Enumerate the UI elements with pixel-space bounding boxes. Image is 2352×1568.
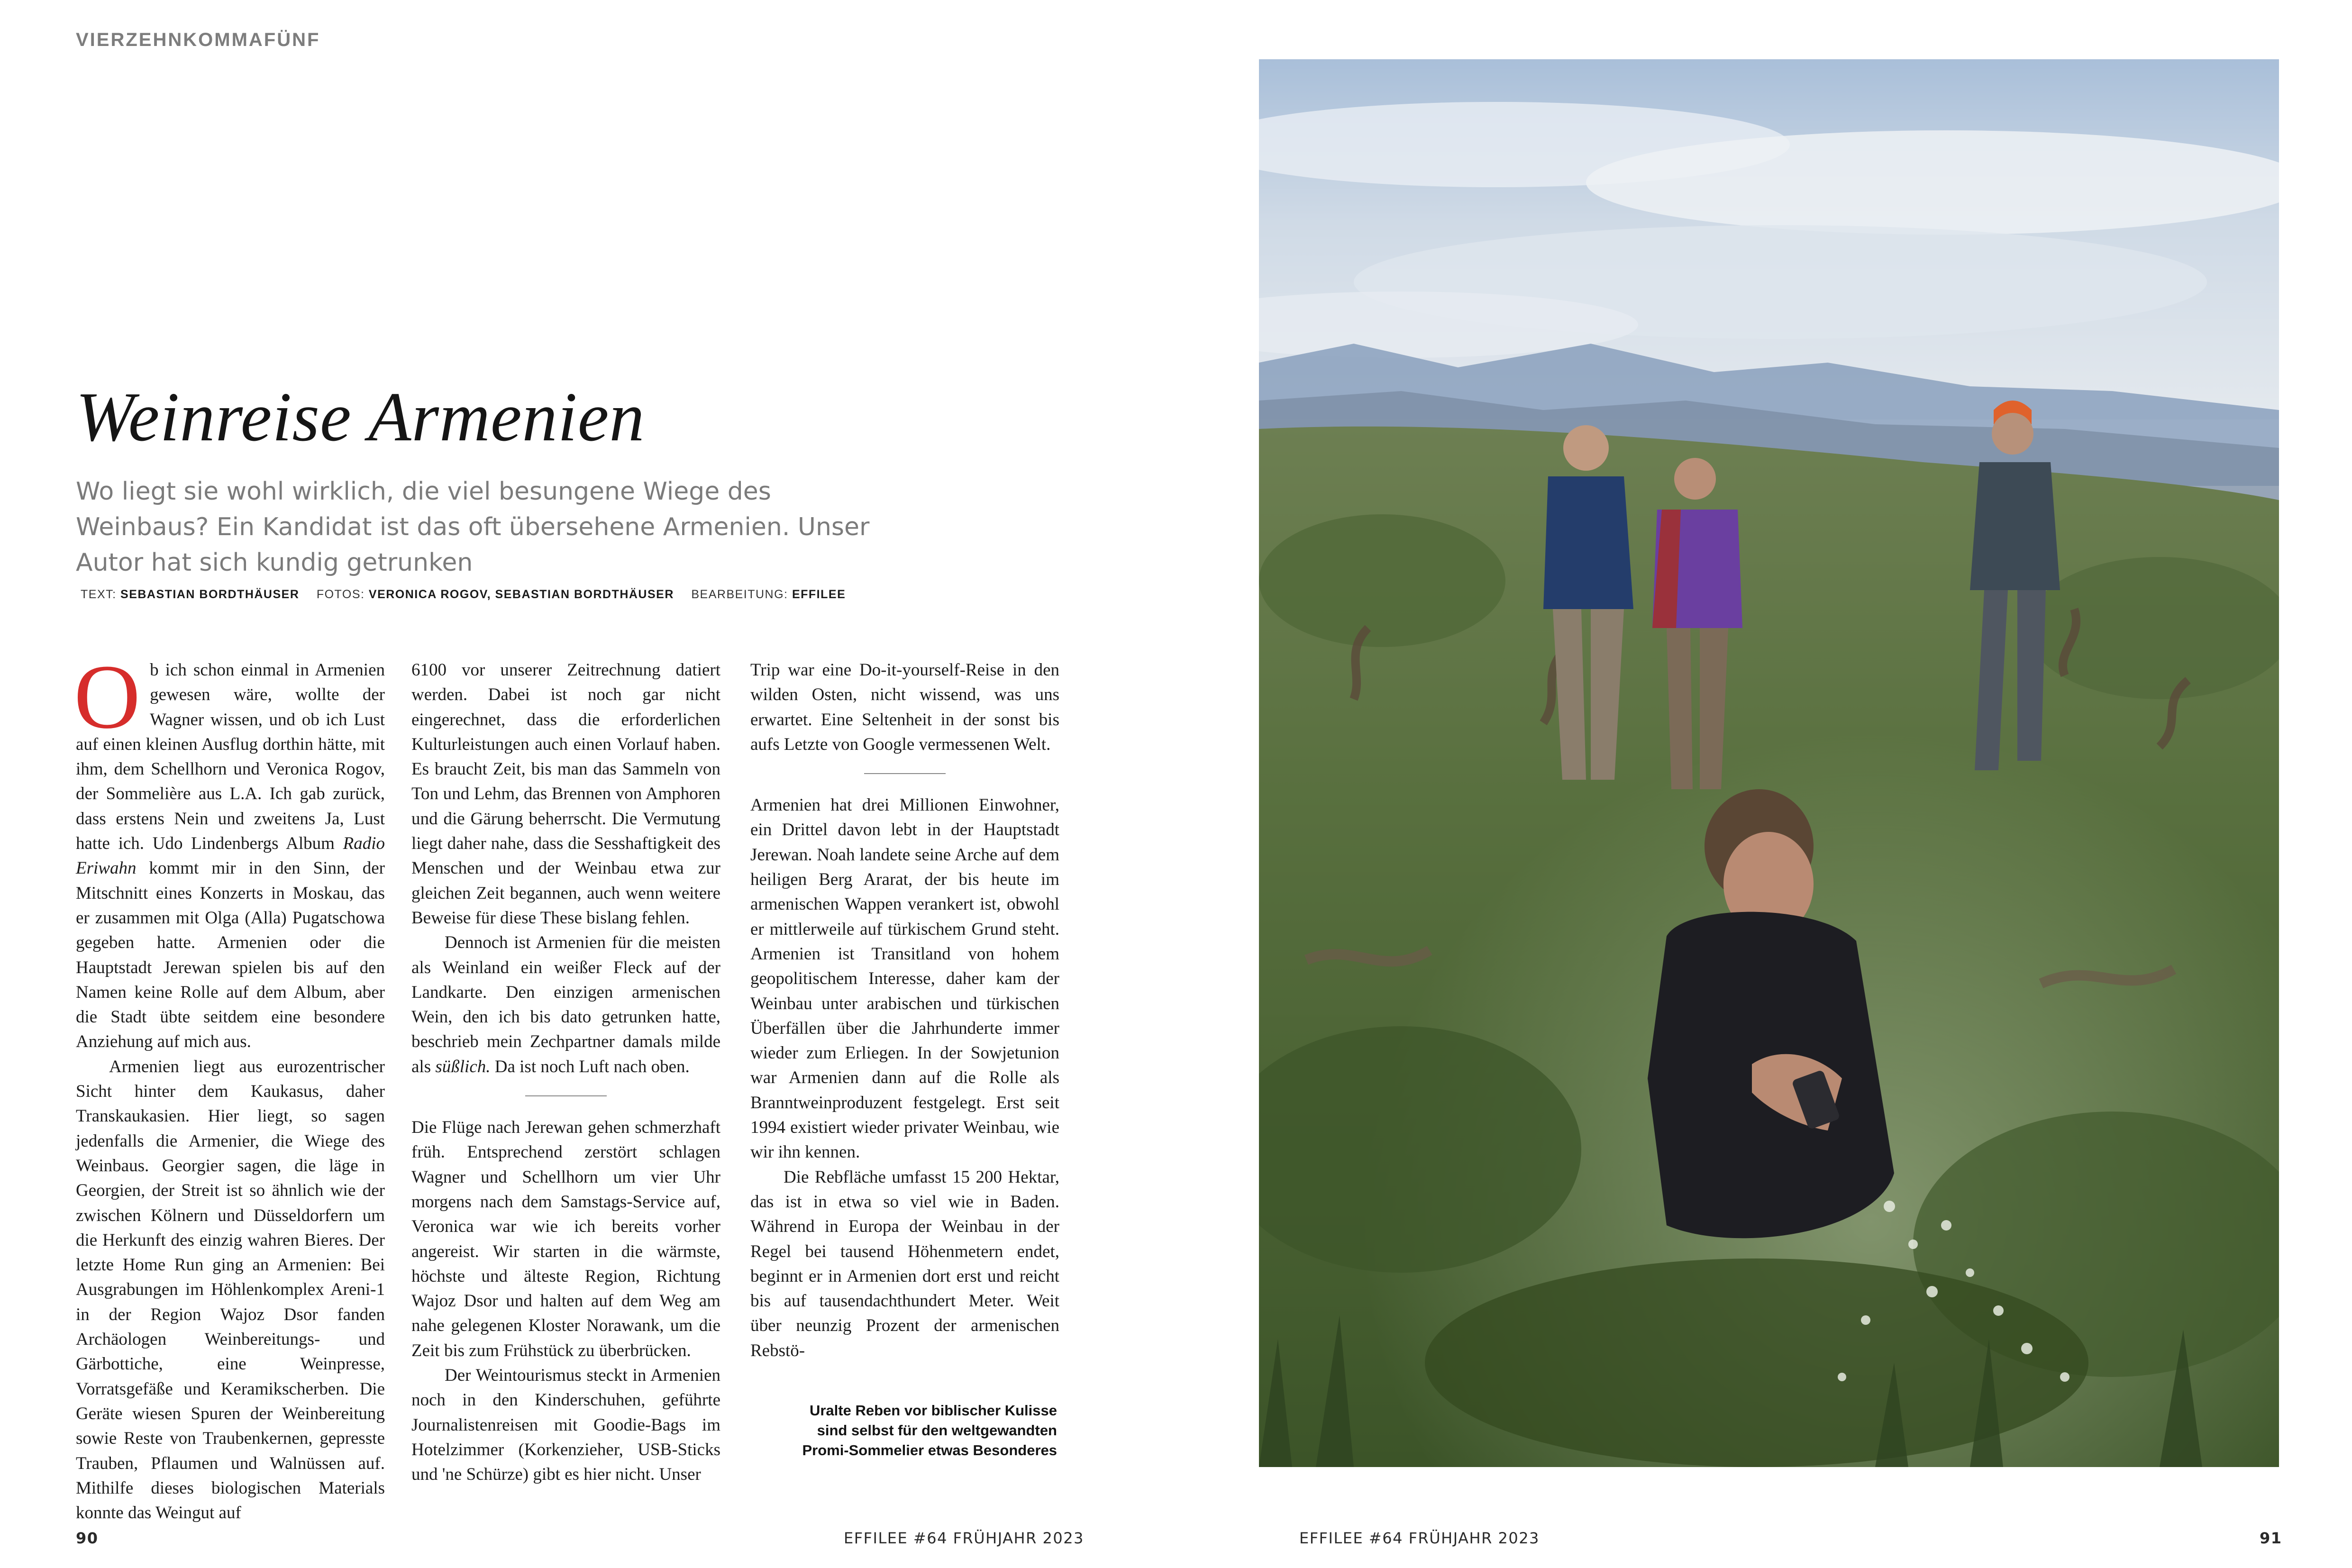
credit-text-label: TEXT: — [81, 588, 117, 601]
page-number-left: 90 — [76, 1529, 99, 1547]
drop-cap: O — [74, 646, 141, 748]
issue-info-left: EFFILEE #64 FRÜHJAHR 2023 — [844, 1529, 1084, 1547]
credit-edit-name: EFFILEE — [792, 588, 846, 601]
text-column-3 — [750, 658, 1059, 1363]
section-divider — [525, 1095, 607, 1096]
issue-info-right: EFFILEE #64 FRÜHJAHR 2023 — [1299, 1529, 1540, 1547]
credit-photo-name: VERONICA ROGOV, SEBASTIAN BORDTHÄUSER — [368, 588, 674, 601]
paragraph: Der Weintourismus steckt in Armenien noch in den Kinderschuhen, geführte Journalistenreisen mit Goodie-Bags im Hotelzimmer (Korkenzieher, USB-Sticks und 'ne Schürze) gibt es hier nicht. Unser — [411, 1366, 720, 1485]
page-number-right: 91 — [2260, 1529, 2282, 1547]
text-column-2 — [411, 658, 720, 1487]
section-label: VIERZEHNKOMMAFÜNF — [76, 29, 320, 50]
paragraph: Die Flüge nach Jerewan gehen schmerzhaft früh. Entsprechend zerstört schlagen Wagner und Schellhorn um vier Uhr morgens nach dem Samstags-Service auf, Veronica war wie ich bereits vorher angereist. Wir starten in die wärmste, höchste und älteste Region, Richtung Wajoz Dsor und halten auf dem Weg am nahe gelegenen Kloster Norawank, um die Zeit bis zum Frühstück zu überbrücken. — [411, 1118, 720, 1360]
credit-photo-label: FOTOS: — [316, 588, 365, 601]
paragraph: Ob ich schon einmal in Armenien gewesen wäre, wollte der Wagner wissen, und ob ich Lust auf einen kleinen Ausflug dorthin hätte, mit ihm, dem Schellhorn und Veronica Rogov, der Sommelière aus L.A. Ich gab zurück, dass erstens Nein und zweitens Ja, Lust hatte ich. Udo Lindenbergs Album Radio Eriwahn kommt mir in den Sinn, der Mitschnitt eines Konzerts in Moskau, das er zusammen mit Olga (Alla) Pugatschowa gegeben hatte. Armenien oder die Hauptstadt Jerewan spielen bis auf den Namen keine Rolle auf dem Album, aber die Stadt übte seitdem eine besondere Anziehung auf mich aus. — [74, 646, 385, 1052]
article-title: Weinreise Armenien — [76, 378, 645, 456]
photo-caption: Uralte Reben vor biblischer Kulisse sind selbst für den weltgewandten Promi-Sommelier etwas Besonderes — [802, 1402, 1057, 1459]
paragraph: Dennoch ist Armenien für die meisten als Weinland ein weißer Fleck auf der Landkarte. Den einzigen armenischen Wein, den ich bis dato getrunken hatte, beschrieb mein Zechpartner damals milde als süßlich. Da ist noch Luft nach oben. — [411, 933, 720, 1076]
credit-edit-label: BEARBEITUNG: — [691, 588, 788, 601]
paragraph: 6100 vor unserer Zeitrechnung datiert werden. Dabei ist noch gar nicht eingerechnet, dass die erforderlichen Kulturleistungen auch einen Vorlauf haben. Es braucht Zeit, bis man das Sammeln von Ton und Lehm, das Brennen von Amphoren und die Gärung beherrscht. Die Vermutung liegt daher nahe, dass die Sesshaftigkeit des Menschen und der Weinbau etwa zur gleichen Zeit begannen, auch wenn weitere Beweise für diese These bislang fehlen. — [411, 660, 720, 928]
paragraph: Die Rebfläche umfasst 15 200 Hektar, das ist in etwa so viel wie in Baden. Während in Europa der Weinbau in der Regel bei tausend Höhenmetern endet, beginnt er in Armenien dort erst und reicht bis auf tausendachthundert Meter. Weit über neunzig Prozent der armenischen Rebstö- — [750, 1167, 1059, 1360]
credit-text-name: SEBASTIAN BORDTHÄUSER — [120, 588, 300, 601]
right-page — [1176, 0, 2352, 1568]
paragraph: Trip war eine Do-it-yourself-Reise in den wilden Osten, nicht wissend, was uns erwartet. Eine Seltenheit in der sonst bis aufs Letzte von Google vermessenen Welt. — [750, 660, 1059, 754]
vineyard-photo — [1259, 59, 2279, 1467]
paragraph: Armenien hat drei Millionen Einwohner, ein Drittel davon lebt in der Hauptstadt Jerewan. Noah landete seine Arche auf dem heiligen Berg Ararat, der bis heute im armenischen Wappen verankert ist, obwohl er mittlerweile auf türkischem Grund steht. Armenien ist Transitland von hohem geopolitischem Interesse, daher kam der Weinbau unter arabischen und türkischen Überfällen über die Jahrhunderte immer wieder zum Erliegen. In der Sowjetunion war Armenien dann auf die Rolle als Branntweinproduzent festgelegt. Erst seit 1994 existiert wieder privater Weinbau, wie wir ihn kennen. — [750, 795, 1059, 1162]
text-column-1 — [74, 646, 385, 1525]
paragraph: Armenien liegt aus eurozentrischer Sicht hinter dem Kaukasus, daher Transkaukasien. Hier liegt, so sagen jedenfalls die Armenier, die Wiege des Weinbaus. Georgier sagen, die läge in Georgien, der Streit ist so ähnlich wie der zwischen Kölnern und Düsseldorfern um die Herkunft des einzig wahren Bieres. Der letzte Home Run ging an Armenien: Bei Ausgrabungen im Höhlenkomplex Areni-1 in der Region Wajoz Dsor fanden Archäologen Weinbereitungs- und Gärbottiche, eine Weinpresse, Vorratsgefäße und Keramikscherben. Die Geräte wiesen Spuren der Weinbereitung sowie Reste von Traubenkernen, gepresste Trauben, Pflaumen und Walnüssen auf. Mithilfe dieses biologischen Materials konnte das Weingut auf — [76, 1057, 385, 1523]
article-credits — [81, 588, 846, 602]
article-lead: Wo liegt sie wohl wirklich, die viel besungene Wiege des Weinbaus? Ein Kandidat ist das oft übersehene Armenien. Unser Autor hat sich kundig getrunken — [76, 477, 870, 577]
section-divider — [864, 773, 946, 774]
